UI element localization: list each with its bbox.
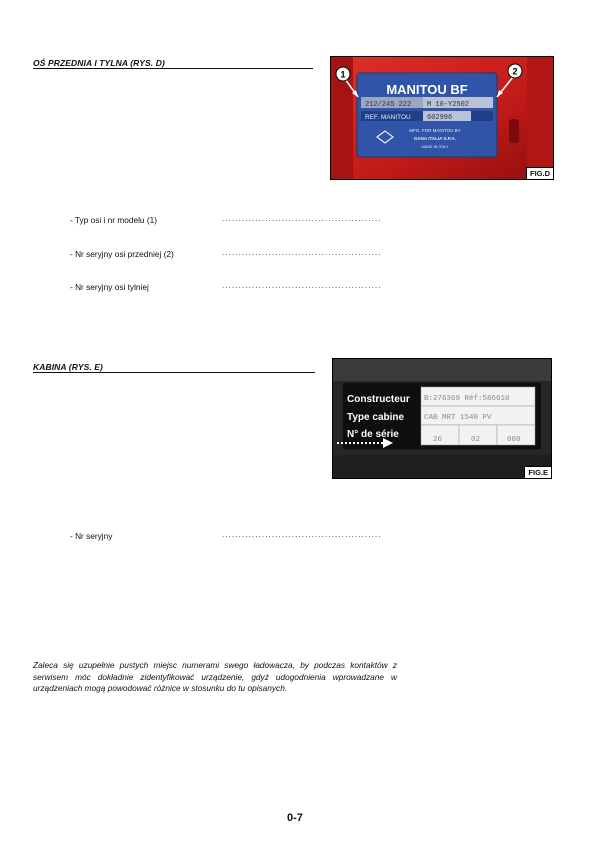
cab-serial-part-2: 02 [471,436,481,444]
plate-ref-label: REF. MANITOU [365,114,411,121]
figure-e-tag: FIG.E [524,466,551,478]
section-axle-heading: OŚ PRZEDNIA I TYLNA (RYS. D) [33,58,165,68]
recommendation-note: Zaleca się uzupełnie pustych miejsc numerami swego ładowacza, by podczas kontaktów z serwisem móc dokładnie zidentyfikować urządzenie, gdyż udogodnienia wprowadzane w urządzeniach mogą powodować różnice w stosunku do tu opisanych. [33,660,397,693]
axle-plate-photo [331,57,553,179]
cab-plate-photo [333,359,551,478]
section-axle-rule [33,68,313,69]
cab-value-constructeur: B:276369 Réf:586610 [424,395,510,403]
plate-maker: DANA ITALIA S.P.A. [414,136,456,141]
callout-2-number: 2 [512,66,518,77]
figure-d [330,56,554,180]
field-dots-rear-axle-serial[interactable]: ................................................ [222,281,382,290]
page-number: 0-7 [287,812,303,824]
field-label-rear-axle-serial: - Nr seryjny osi tylniej [70,282,149,292]
plate-brand: MANITOU BF [386,82,468,97]
field-dots-cab-serial[interactable]: ................................................ [222,530,382,539]
cab-label-type: Type cabine [347,412,405,423]
cab-label-constructeur: Constructeur [347,394,410,405]
plate-made: MADE IN ITALY [421,145,449,149]
plate-mfg: MFG. FOR MANITOU BY [409,128,461,133]
cab-label-serie: N° de série [347,429,399,440]
field-dots-front-axle-serial[interactable]: ................................................ [222,248,382,257]
field-dots-axle-type[interactable]: ................................................ [222,214,382,223]
section-cab-heading: KABINA (RYS. E) [33,362,103,372]
callout-1-number: 1 [340,69,346,80]
cab-value-type: CAB MRT 1540 PV [424,414,492,422]
field-label-axle-type: - Typ osi i nr modelu (1) [70,215,157,225]
figure-d-tag: FIG.D [526,167,553,179]
plate-ref-value: 602996 [427,114,453,122]
figure-e [332,358,552,479]
plate-line1b: M 10-Y2502 [427,101,470,109]
field-label-front-axle-serial: - Nr seryjny osi przedniej (2) [70,249,174,259]
section-cab-rule [33,372,315,373]
plate-line1: 212/245 222 [365,101,412,109]
cab-serial-part-3: 008 [507,436,521,444]
cab-serial-part-1: 26 [433,436,443,444]
field-label-cab-serial: - Nr seryjny [70,531,113,541]
